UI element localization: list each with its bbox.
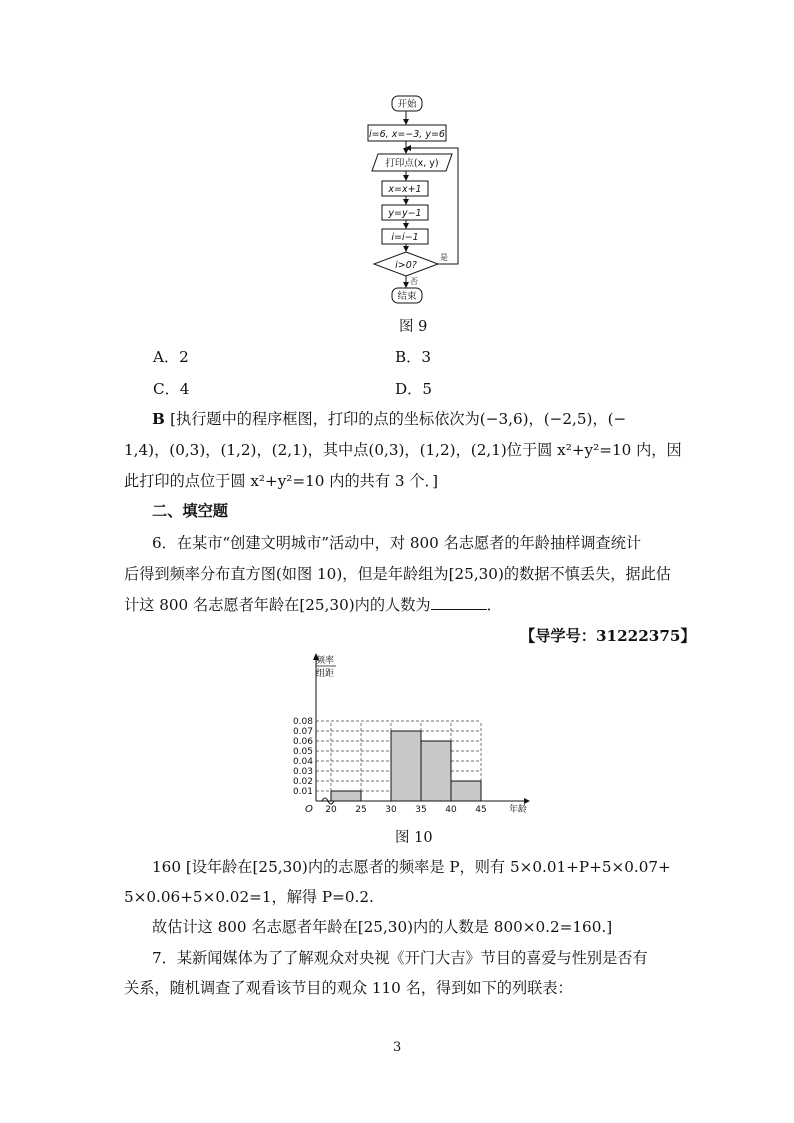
flow-start-text: 开始 (397, 99, 417, 110)
y-tick-label: 0.06 (292, 737, 313, 747)
flow-y-text: y=y−1 (388, 208, 422, 219)
histogram-chart (286, 650, 546, 820)
ylabel-bottom: 组距 (316, 669, 335, 679)
fig9-caption: 图 9 (399, 319, 428, 335)
q7-line1: 7．某新闻媒体为了了解观众对央视《开门大吉》节目的喜爱与性别是否有 (152, 949, 648, 967)
answer6-line3: 故估计这 800 名志愿者年龄在[25,30)内的人数是 800×0.2=160.] (152, 918, 613, 936)
x-tick-label: 30 (385, 805, 397, 815)
flow-x-text: x=x+1 (388, 184, 422, 195)
option-b: B．3 (395, 348, 432, 366)
flow-yes-label: 是 (440, 253, 448, 262)
option-d: D．5 (395, 380, 433, 398)
flow-cond-text: i>0? (395, 260, 417, 271)
answer5-line1-text: [执行题中的程序框图，打印的点的坐标依次为(−3,6)，(−2,5)，(− (170, 410, 627, 428)
histogram-bar (451, 781, 481, 801)
guide-number: 【导学号：31222375】 (520, 627, 696, 645)
answer5-letter: B (152, 410, 171, 428)
answer5-line2: 1,4)，(0,3)，(1,2)，(2,1)，其中点(0,3)，(1,2)，(2,1)位于圆 x²+y²=10 内，因 (124, 441, 682, 459)
ylabel-top: 频率 (316, 656, 335, 666)
section-heading: 二、填空题 (152, 502, 228, 520)
flow-i-text: i=i−1 (391, 232, 419, 243)
answer6-line1: 160 [设年龄在[25,30)内的志愿者的频率是 P，则有 5×0.01+P+5×0.07+ (152, 858, 671, 876)
histogram-bar (331, 791, 361, 801)
xlabel: 年龄 (509, 805, 528, 815)
y-tick-label: 0.08 (292, 717, 313, 727)
y-tick-label: 0.01 (292, 787, 313, 797)
flow-print-text: 打印点(x, y) (385, 158, 439, 169)
answer5-line3: 此打印的点位于圆 x²+y²=10 内的共有 3 个．] (124, 472, 439, 490)
q6-line2: 后得到频率分布直方图(如图 10)，但是年龄组为[25,30)的数据不慎丢失，据此估 (124, 565, 671, 583)
y-tick-label: 0.04 (292, 757, 313, 767)
y-tick-label: 0.02 (292, 777, 313, 787)
x-axis-arrow (524, 798, 530, 804)
answer6-line2: 5×0.06+5×0.02=1，解得 P=0.2. (124, 888, 374, 906)
flow-no-label: 否 (410, 277, 418, 286)
x-tick-label: 35 (415, 805, 427, 815)
q7-line2: 关系，随机调查了观看该节目的观众 110 名，得到如下的列联表： (124, 979, 573, 997)
x-tick-label: 25 (355, 805, 367, 815)
fig10-caption: 图 10 (395, 830, 433, 846)
x-tick-label: 40 (445, 805, 457, 815)
y-tick-label: 0.07 (292, 727, 313, 737)
histogram-bar (391, 731, 421, 801)
x-tick-label: 45 (475, 805, 487, 815)
flowchart-figure (360, 92, 470, 306)
y-tick-label: 0.05 (292, 747, 313, 757)
flow-end-text: 结束 (397, 291, 417, 302)
answer5-line1 (152, 409, 718, 429)
x-tick-label: 20 (325, 805, 337, 815)
q6-line3 (124, 595, 690, 615)
option-a: A．2 (153, 348, 189, 366)
histogram-bar (421, 741, 451, 801)
y-tick-label: 0.03 (292, 767, 313, 777)
page-number: 3 (393, 1040, 402, 1055)
answer-blank (431, 595, 487, 610)
option-c: C．4 (153, 380, 190, 398)
q6-line1: 6．在某市“创建文明城市”活动中，对 800 名志愿者的年龄抽样调查统计 (152, 534, 642, 552)
q6-line3-text: 计这 800 名志愿者年龄在[25,30)内的人数为 (124, 596, 431, 614)
flow-init-text: i=6, x=−3, y=6 (369, 129, 445, 140)
q6-line3-end: ． (486, 596, 502, 614)
origin-label: O (305, 804, 313, 815)
